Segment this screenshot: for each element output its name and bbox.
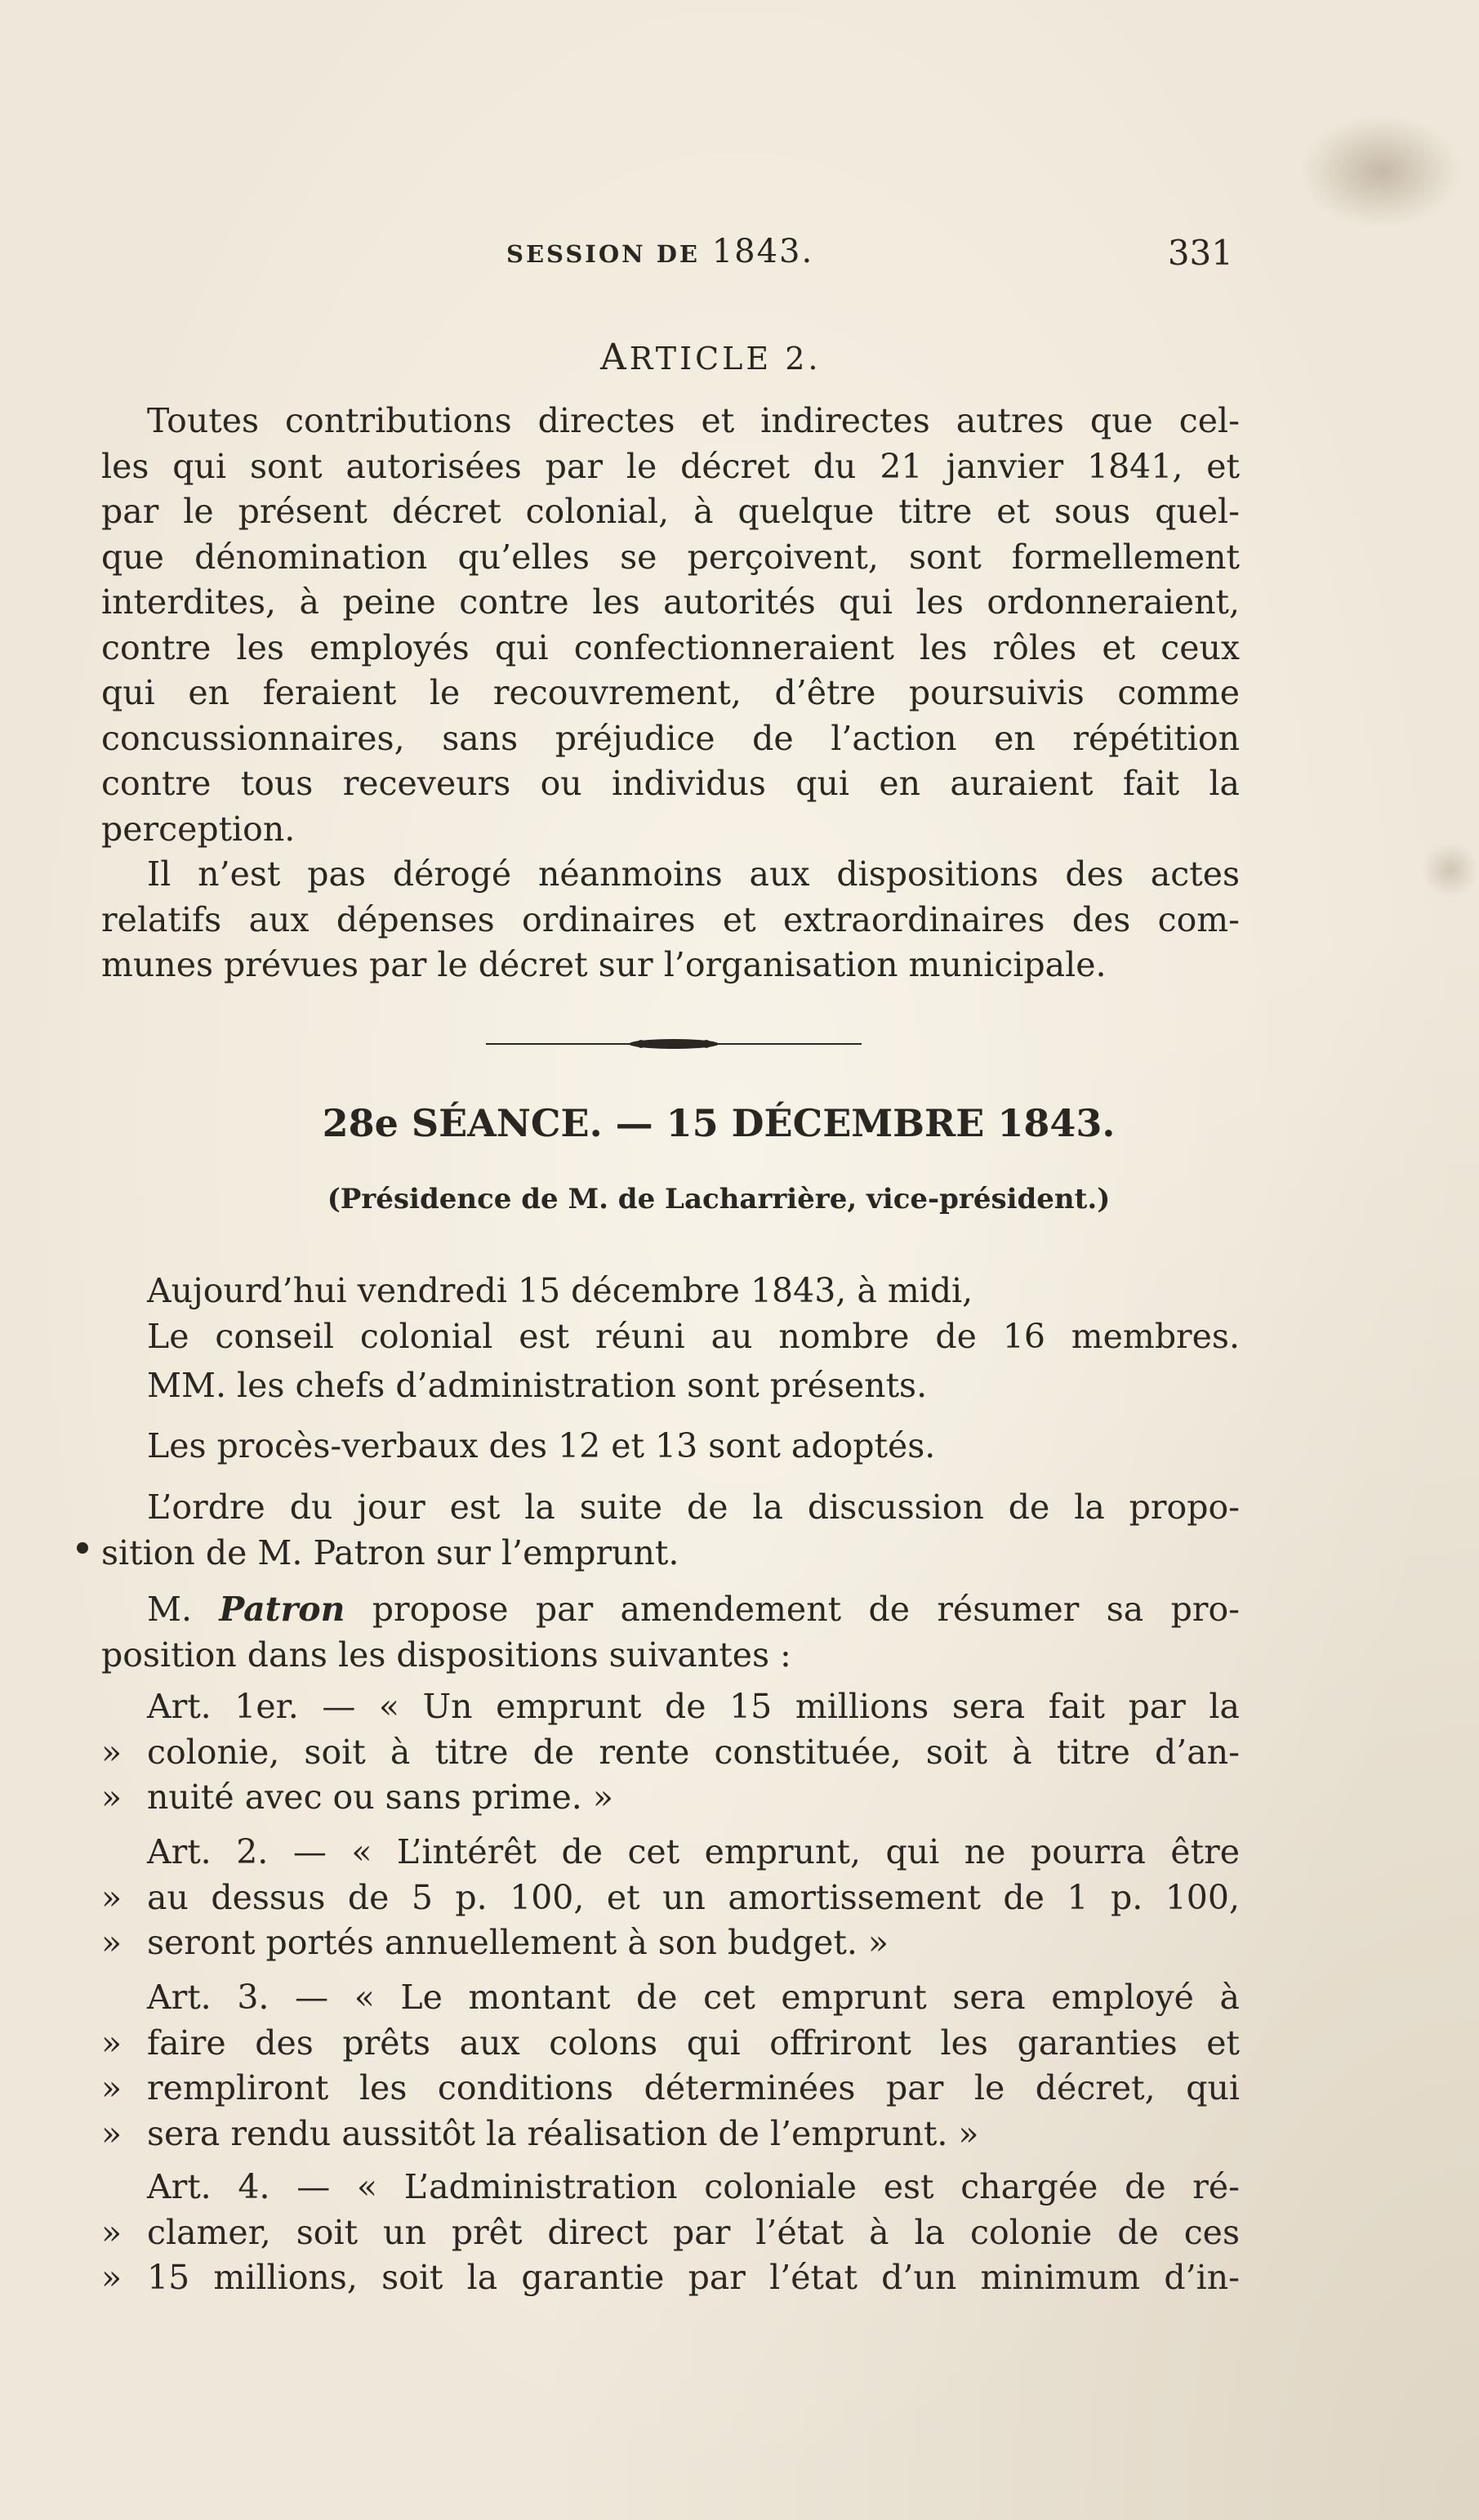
text-line: » rempliront les conditions déterminées par le décret, qui — [101, 2068, 1240, 2107]
text-line: Le conseil colonial est réuni au nombre de 16 membres. — [147, 1316, 1240, 1356]
minutes-paragraph — [101, 1363, 1240, 1409]
text-line: qui en feraient le recouvrement, d’être poursuivis comme — [101, 673, 1240, 712]
text-line: Aujourd’hui vendredi 15 décembre 1843, à midi, — [147, 1271, 973, 1310]
text-line: L’ordre du jour est la suite de la discussion de la propo- — [147, 1487, 1240, 1527]
article-2 — [101, 1830, 1240, 1966]
text-line: » colonie, soit à titre de rente constituée, soit à titre d’an- — [101, 1732, 1240, 1772]
page-header — [506, 233, 1233, 282]
minutes-paragraph — [101, 1485, 1240, 1576]
text-line: par le présent décret colonial, à quelque titre et sous quel- — [101, 492, 1240, 531]
session-title: 28e SÉANCE. — 15 DÉCEMBRE 1843. — [322, 1101, 1116, 1145]
text-line: » seront portés annuellement à son budget. » — [101, 1923, 889, 1962]
text-line: » 15 millions, soit la garantie par l’état d’un minimum d’in- — [101, 2258, 1240, 2297]
minutes-paragraph — [101, 1269, 1240, 1359]
article-4 — [101, 2165, 1240, 2301]
text-line: contre tous receveurs ou individus qui en auraient fait la — [101, 764, 1240, 803]
article-1 — [101, 1684, 1240, 1821]
text-line: » faire des prêts aux colons qui offriront les garanties et — [101, 2023, 1240, 2063]
text-line: position dans les dispositions suivantes : — [101, 1635, 791, 1675]
paper-stain — [1299, 114, 1463, 229]
ornament-divider — [486, 1036, 862, 1052]
article-heading: ARTICLE 2. — [600, 337, 822, 378]
text-line: les qui sont autorisées par le décret du 21 janvier 1841, et — [101, 446, 1240, 486]
text-line: Art. 2. — « L’intérêt de cet emprunt, qui ne pourra être — [147, 1832, 1240, 1871]
text-line: que dénomination qu’elles se perçoivent, sont formellement — [101, 537, 1240, 577]
page-number: 331 — [1167, 233, 1233, 273]
running-title: SESSION DE 1843. — [506, 233, 814, 270]
text-line: MM. les chefs d’administration sont présents. — [147, 1366, 928, 1405]
text-line: sition de M. Patron sur l’emprunt. — [101, 1532, 679, 1572]
minutes-paragraph — [101, 1424, 1240, 1470]
presidency-note: (Présidence de M. de Lacharrière, vice-président.) — [327, 1183, 1111, 1215]
text-line: M. Patron propose par amendement de résumer sa pro- — [147, 1590, 1240, 1629]
text-line: » sera rendu aussitôt la réalisation de l’emprunt. » — [101, 2113, 979, 2153]
article-3 — [101, 1975, 1240, 2156]
text-line: contre les employés qui confectionneraient les rôles et ceux — [101, 627, 1240, 667]
text-line: munes prévues par le décret sur l’organisation municipale. — [101, 945, 1107, 984]
patron-proposal — [101, 1587, 1240, 1678]
text-line: Art. 3. — « Le montant de cet emprunt sera employé à — [147, 1978, 1240, 2017]
text-line: » au dessus de 5 p. 100, et un amortissement de 1 p. 100, — [101, 1877, 1240, 1917]
text-line: Art. 4. — « L’administration coloniale est chargée de ré- — [147, 2167, 1240, 2206]
article-paragraph — [101, 399, 1240, 988]
text-line: Les procès-verbaux des 12 et 13 sont adoptés. — [147, 1426, 936, 1465]
text-line: Art. 1er. — « Un emprunt de 15 millions sera fait par la — [147, 1687, 1240, 1726]
text-line: Toutes contributions directes et indirectes autres que cel- — [147, 401, 1240, 440]
text-line: concussionnaires, sans préjudice de l’action en répétition — [101, 718, 1240, 758]
text-line: perception. — [101, 809, 296, 849]
text-line: » nuité avec ou sans prime. » — [101, 1777, 613, 1817]
speaker-name: Patron — [219, 1590, 345, 1629]
margin-dot — [77, 1542, 88, 1554]
text-line: interdites, à peine contre les autorités qui les ordonneraient, — [101, 582, 1240, 622]
text-line: relatifs aux dépenses ordinaires et extraordinaires des com- — [101, 899, 1240, 939]
text-line: Il n’est pas dérogé néanmoins aux dispositions des actes — [147, 854, 1240, 894]
text-line: » clamer, soit un prêt direct par l’état à la colonie de ces — [101, 2212, 1240, 2252]
paper-stain — [1422, 841, 1479, 899]
